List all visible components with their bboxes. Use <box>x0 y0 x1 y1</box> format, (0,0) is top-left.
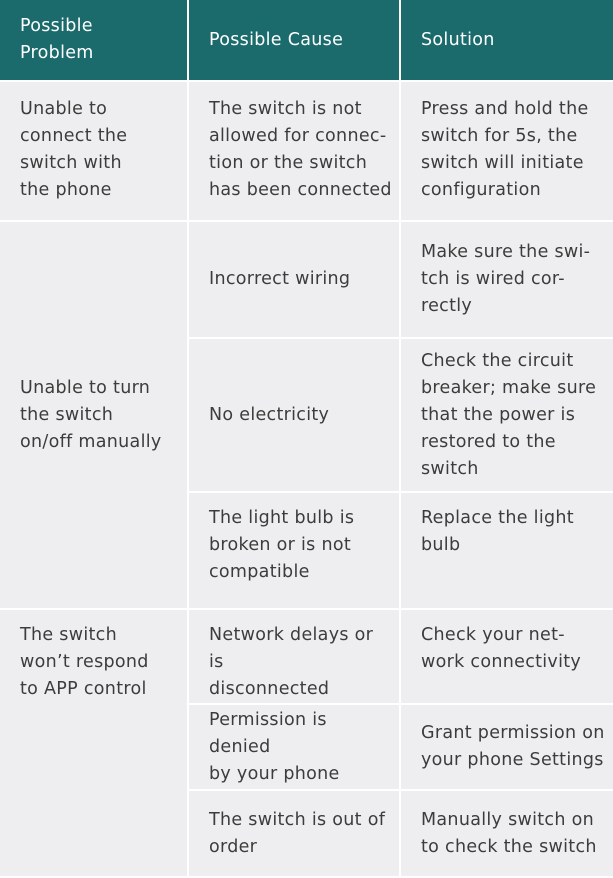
cause-cell: The light bulb is broken or is not compatible <box>188 492 400 609</box>
problem-cell: The switch won’t respond to APP control <box>0 609 188 877</box>
table-row <box>0 81 613 221</box>
problem-cell: Unable to turn the switch on/off manually <box>0 221 188 609</box>
header-possible-cause: Possible Cause <box>188 0 400 81</box>
solution-cell: Press and hold the switch for 5s, the switch will initiate configuration <box>400 81 613 221</box>
table-row <box>0 609 613 704</box>
cause-cell: Network delays or is disconnected <box>188 609 400 704</box>
cause-cell: The switch is out of order <box>188 790 400 877</box>
header-solution: Solution <box>400 0 613 81</box>
solution-cell: Manually switch on to check the switch <box>400 790 613 877</box>
table-row <box>0 221 613 338</box>
cause-cell: Permission is denied by your phone <box>188 704 400 790</box>
table-header-row <box>0 0 613 81</box>
header-possible-problem: Possible Problem <box>0 0 188 81</box>
problem-cell: Unable to connect the switch with the phone <box>0 81 188 221</box>
cause-cell: No electricity <box>188 338 400 492</box>
solution-cell: Check your net- work connectivity <box>400 609 613 704</box>
solution-cell: Replace the light bulb <box>400 492 613 609</box>
solution-cell: Make sure the swi- tch is wired cor- rectly <box>400 221 613 338</box>
solution-cell: Check the circuit breaker; make sure that the power is restored to the switch <box>400 338 613 492</box>
solution-cell: Grant permission on your phone Settings <box>400 704 613 790</box>
cause-cell: Incorrect wiring <box>188 221 400 338</box>
cause-cell: The switch is not allowed for connec- tion or the switch has been connected <box>188 81 400 221</box>
